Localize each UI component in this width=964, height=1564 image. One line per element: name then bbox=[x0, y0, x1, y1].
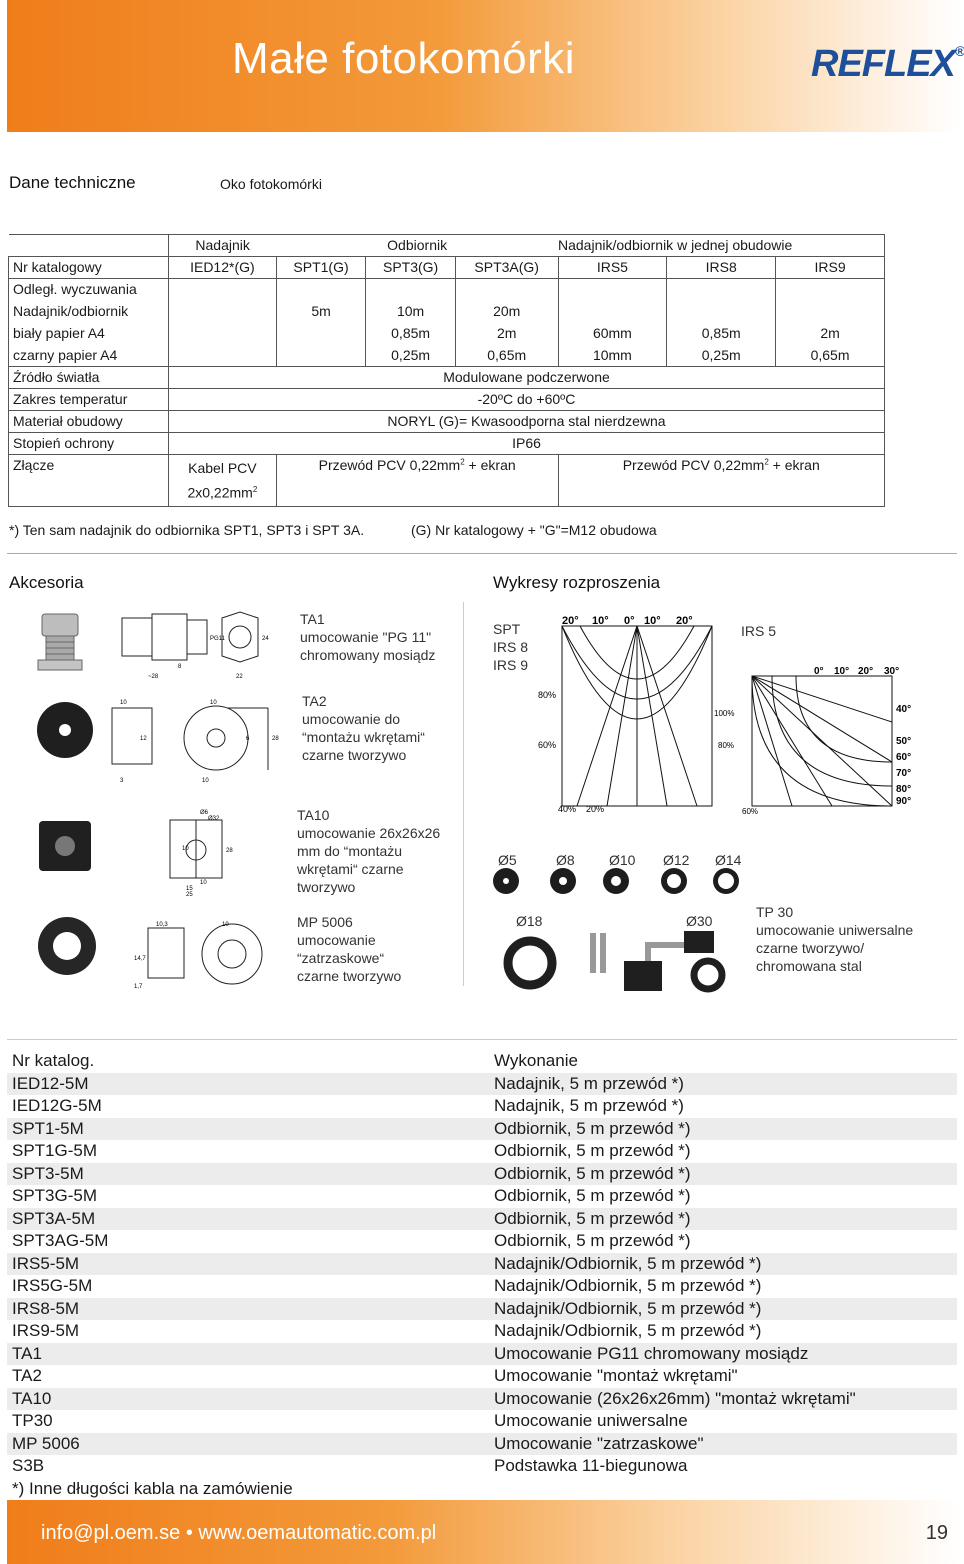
footnote-1: *) Ten sam nadajnik do odbiornika SPT1, SPT3 i SPT 3A. bbox=[9, 522, 365, 538]
dim-label: 25 bbox=[186, 892, 193, 898]
cell: Modulowane podczerwone bbox=[169, 367, 885, 389]
cell: 2m bbox=[776, 323, 885, 345]
pct-label: 60% bbox=[742, 807, 759, 816]
dim-label: 10 bbox=[200, 880, 207, 886]
cell: 0,85m bbox=[667, 323, 776, 345]
pct-label: 100% bbox=[714, 709, 735, 718]
dim-label: 3 bbox=[120, 778, 124, 784]
mp5006-photo bbox=[32, 915, 102, 977]
label-zlacze: Złącze bbox=[9, 455, 169, 507]
col-header-wykonanie: Wykonanie bbox=[494, 1051, 578, 1070]
angle-label: 50° bbox=[896, 736, 912, 747]
cell: 0,25m bbox=[366, 345, 456, 367]
diagrams-title: Wykresy rozproszenia bbox=[493, 573, 661, 592]
dim-label: 10 bbox=[210, 700, 217, 706]
cell: SPT3A(G) bbox=[455, 257, 558, 279]
angle-label: 20° bbox=[858, 666, 874, 677]
angle-label: 10° bbox=[592, 615, 609, 627]
dim-label: 10,3 bbox=[156, 922, 168, 928]
label-stopien: Stopień ochrony bbox=[9, 433, 169, 455]
cell: IRS8 bbox=[667, 257, 776, 279]
angle-label: 0° bbox=[814, 666, 824, 677]
grommets-photo bbox=[488, 866, 748, 896]
hole-label: Ø5 bbox=[498, 852, 517, 868]
angle-label: 0° bbox=[624, 615, 635, 627]
irs5-scatter-diagram bbox=[712, 662, 922, 822]
label-czarny: czarny papier A4 bbox=[9, 345, 169, 367]
cell: IRS5 bbox=[558, 257, 667, 279]
tp30-text: TP 30 umocowanie uniwersalne czarne tworzywo/ chromowana stal bbox=[756, 904, 914, 974]
cell: IRS9 bbox=[776, 257, 885, 279]
cell: 0,65m bbox=[776, 345, 885, 367]
cell: 20m bbox=[455, 301, 558, 323]
list-item: IRS8-5M Nadajnik/Odbiornik, 5 m przewód *) bbox=[7, 1298, 957, 1321]
ta2-photo bbox=[35, 700, 95, 760]
angle-label: 60° bbox=[896, 752, 912, 763]
dim-label: 10 bbox=[120, 700, 127, 706]
list-item: S3B Podstawka 11-biegunowa bbox=[12, 1456, 688, 1475]
list-item: TP30 Umocowanie uniwersalne bbox=[12, 1411, 688, 1430]
page-title: Małe fotokomórki bbox=[232, 34, 576, 83]
label-nadodb: Nadajnik/odbiornik bbox=[9, 301, 169, 323]
pct-label: 80% bbox=[718, 741, 735, 750]
list-item: SPT3A-5M Odbiornik, 5 m przewód *) bbox=[7, 1208, 957, 1231]
dim-label: 1,7 bbox=[134, 984, 143, 990]
dim-label: PG11 bbox=[210, 636, 225, 642]
dim-label: 8 bbox=[178, 664, 182, 670]
group-odbiornik: Odbiornik bbox=[276, 235, 558, 257]
dim-label: 24 bbox=[262, 636, 269, 642]
ta1-text: TA1 umocowanie "PG 11" chromowany mosiądz bbox=[300, 611, 436, 663]
list-item: IED12-5M Nadajnik, 5 m przewód *) bbox=[7, 1073, 957, 1096]
angle-label: 90° bbox=[896, 796, 912, 807]
list-item: SPT1-5M Odbiornik, 5 m przewód *) bbox=[7, 1118, 957, 1141]
list-item: IRS9-5M Nadajnik/Odbiornik, 5 m przewód *) bbox=[12, 1321, 762, 1340]
list-item: IED12G-5M Nadajnik, 5 m przewód *) bbox=[12, 1096, 684, 1115]
cell: IED12*(G) bbox=[169, 257, 277, 279]
angle-label: 70° bbox=[896, 768, 912, 779]
hole-label: Ø30 bbox=[686, 913, 713, 929]
ta1-photo bbox=[30, 610, 90, 680]
ta10-drawing bbox=[160, 806, 240, 898]
list-footnote: *) Inne długości kabla na zamówienie bbox=[12, 1478, 293, 1498]
footnote-2: (G) Nr katalogowy + "G"=M12 obudowa bbox=[411, 522, 657, 538]
cell: IP66 bbox=[169, 433, 885, 455]
accessories-title: Akcesoria bbox=[9, 573, 84, 592]
list-item: IRS5-5M Nadajnik/Odbiornik, 5 m przewód *) bbox=[7, 1253, 957, 1276]
cell: SPT1(G) bbox=[276, 257, 366, 279]
hole-label: Ø18 bbox=[516, 913, 543, 929]
header-banner bbox=[7, 0, 964, 132]
angle-label: 20° bbox=[676, 615, 693, 627]
mp5006-drawing bbox=[128, 914, 270, 994]
label-odleg: Odległ. wyczuwania bbox=[9, 279, 169, 301]
pct-label: 20% bbox=[586, 804, 605, 814]
mp5006-text: MP 5006 umocowanie “zatrzaskowe“ czarne tworzywo bbox=[297, 914, 402, 984]
contact-info: info@pl.oem.se • www.oemautomatic.com.pl bbox=[41, 1522, 437, 1544]
hole-label: Ø14 bbox=[715, 852, 742, 868]
label-zrodlo: Źródło światła bbox=[9, 367, 169, 389]
dim-label: 28 bbox=[226, 848, 233, 854]
dim-label: 15 bbox=[186, 886, 193, 892]
angle-label: 20° bbox=[562, 615, 579, 627]
dim-label: 28 bbox=[272, 736, 279, 742]
dim-label: 14,7 bbox=[134, 956, 146, 962]
ta10-text: TA10 umocowanie 26x26x26 mm do “montażu wkrętami“ czarne tworzywo bbox=[297, 807, 441, 895]
cell-kabel: Kabel PCV $2x0,22mm^2$ bbox=[169, 455, 277, 507]
col-header-katalog: Nr katalog. bbox=[12, 1051, 95, 1070]
ta10-photo bbox=[35, 815, 95, 875]
hole-label: Ø8 bbox=[556, 852, 575, 868]
cell: 10mm bbox=[558, 345, 667, 367]
cell: NORYL (G)= Kwasoodporna stal nierdzewna bbox=[169, 411, 885, 433]
dim-label: 12 bbox=[140, 736, 147, 742]
tp30-photo bbox=[498, 925, 748, 1000]
label-katalog: Nr katalogowy bbox=[9, 257, 169, 279]
cell: 60mm bbox=[558, 323, 667, 345]
product-list bbox=[7, 1050, 957, 1500]
irs5-label: IRS 5 bbox=[741, 623, 777, 639]
dim-label: 10 bbox=[182, 846, 189, 852]
dim-label: 6 bbox=[246, 736, 250, 742]
ta1-drawing bbox=[112, 606, 272, 682]
reflex-logo: REFLEX® bbox=[811, 43, 964, 85]
spec-table bbox=[8, 234, 885, 507]
angle-label: 10° bbox=[834, 666, 850, 677]
list-item: TA2 Umocowanie "montaż wkrętami" bbox=[12, 1366, 738, 1385]
list-item: IRS5G-5M Nadajnik/Odbiornik, 5 m przewód *) bbox=[12, 1276, 762, 1295]
pct-label: 60% bbox=[538, 740, 557, 750]
hole-label: Ø10 bbox=[609, 852, 636, 868]
vertical-divider bbox=[463, 602, 464, 986]
pct-label: 40% bbox=[558, 804, 577, 814]
angle-label: 80° bbox=[896, 784, 912, 795]
dim-label: Ø32 bbox=[208, 816, 220, 822]
page-number: 19 bbox=[925, 1522, 948, 1544]
cell: 5m bbox=[276, 301, 366, 323]
dim-label: 22 bbox=[236, 674, 243, 680]
list-item: MP 5006 Umocowanie "zatrzaskowe" bbox=[7, 1433, 957, 1456]
cell-przewod-2: Przewód PCV $0,22mm^2$ + ekran bbox=[558, 455, 885, 507]
divider bbox=[7, 1039, 957, 1040]
dim-label: 10 bbox=[202, 778, 209, 784]
angle-label: 30° bbox=[884, 666, 900, 677]
spt-labels: SPT IRS 8 IRS 9 bbox=[493, 621, 529, 673]
spt-scatter-diagram bbox=[530, 612, 720, 822]
cell: SPT3(G) bbox=[366, 257, 456, 279]
label-zakres: Zakres temperatur bbox=[9, 389, 169, 411]
dim-label: ~28 bbox=[148, 674, 159, 680]
cell: 10m bbox=[366, 301, 456, 323]
cell: 0,65m bbox=[455, 345, 558, 367]
list-item: TA1 Umocowanie PG11 chromowany mosiądz bbox=[7, 1343, 957, 1366]
list-item: SPT3AG-5M Odbiornik, 5 m przewód *) bbox=[12, 1231, 691, 1250]
ta2-text: TA2 umocowanie do “montażu wkrętami“ czarne tworzywo bbox=[302, 693, 425, 763]
section-subtitle: Oko fotokomórki bbox=[220, 176, 322, 192]
group-nadajnik: Nadajnik bbox=[169, 235, 277, 257]
dim-label: 10 bbox=[222, 922, 229, 928]
cell-przewod-1: Przewód PCV $0,22mm^2$ + ekran bbox=[276, 455, 558, 507]
cell: 0,85m bbox=[366, 323, 456, 345]
list-item: SPT3-5M Odbiornik, 5 m przewód *) bbox=[7, 1163, 957, 1186]
dim-label: Ø6 bbox=[200, 810, 209, 816]
group-combined: Nadajnik/odbiornik w jednej obudowie bbox=[558, 235, 885, 257]
section-title-tech: Dane techniczne bbox=[9, 173, 136, 192]
list-item: TA10 Umocowanie (26x26x26mm) "montaż wkrętami" bbox=[7, 1388, 957, 1411]
label-bialy: biały papier A4 bbox=[9, 323, 169, 345]
list-item: SPT3G-5M Odbiornik, 5 m przewód *) bbox=[12, 1186, 691, 1205]
cell: 0,25m bbox=[667, 345, 776, 367]
footer-banner bbox=[7, 1500, 960, 1564]
cell: -20ºC do +60ºC bbox=[169, 389, 885, 411]
pct-label: 80% bbox=[538, 690, 557, 700]
divider bbox=[7, 553, 957, 554]
angle-label: 10° bbox=[644, 615, 661, 627]
hole-label: Ø12 bbox=[663, 852, 690, 868]
cell: 2m bbox=[455, 323, 558, 345]
ta2-drawing bbox=[108, 694, 278, 786]
angle-label: 40° bbox=[896, 704, 912, 715]
label-material: Materiał obudowy bbox=[9, 411, 169, 433]
list-item: SPT1G-5M Odbiornik, 5 m przewód *) bbox=[12, 1141, 691, 1160]
list-header bbox=[7, 1050, 957, 1073]
